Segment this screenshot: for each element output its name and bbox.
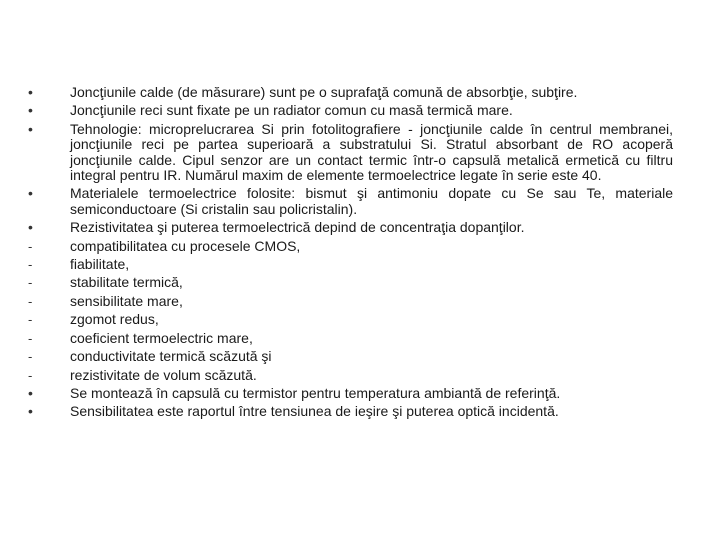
bullet-list [28, 85, 673, 423]
list-item-text: compatibilitatea cu procesele CMOS, [70, 237, 301, 254]
list-item-text: stabilitate termică, [70, 274, 183, 291]
bullet-marker: • [28, 102, 33, 119]
dash-marker: - [28, 367, 33, 383]
dash-marker: - [28, 238, 33, 254]
list-item-text: coeficient termoelectric mare, [70, 329, 253, 346]
list-item [28, 331, 673, 346]
dash-marker: - [28, 312, 33, 328]
bullet-marker: • [28, 120, 33, 137]
bullet-marker: • [28, 185, 33, 202]
list-item [28, 368, 673, 383]
list-item-text: zgomot redus, [70, 311, 159, 328]
list-item [28, 85, 673, 100]
list-item [28, 122, 673, 184]
bullet-marker: • [28, 384, 33, 401]
dash-marker: - [28, 330, 33, 346]
list-item [28, 386, 673, 401]
bullet-marker: • [28, 403, 33, 420]
list-item [28, 404, 673, 419]
list-item [28, 294, 673, 309]
list-item-text: Tehnologie: microprelucrarea Si prin fotolitografiere - joncţiunile calde în centrul membranei, joncţiunile reci pe partea superioară a substratului Si. Stratul absorbant de RO acoperă joncţiunile calde. Cipul senzor are un contact termic într-o capsulă metalică ermetică cu filtru integral pentru IR. Numărul maxim de elemente termoelectrice legate în serie este 40. [70, 120, 673, 184]
list-item-text: Sensibilitatea este raportul între tensiunea de ieşire şi puterea optică incidentă. [70, 403, 559, 420]
list-item [28, 220, 673, 235]
list-item [28, 275, 673, 290]
list-item-text: Materialele termoelectrice folosite: bismut şi antimoniu dopate cu Se sau Te, materiale semiconductoare (Si cristalin sau policristalin). [70, 185, 673, 217]
list-item-text: Joncţiunile calde (de măsurare) sunt pe o suprafaţă comună de absorbţie, subţire. [70, 84, 578, 100]
list-item-text: rezistivitate de volum scăzută. [70, 366, 257, 383]
bullet-marker: • [28, 219, 33, 236]
list-item [28, 349, 673, 364]
dash-marker: - [28, 293, 33, 309]
list-item-text: sensibilitate mare, [70, 292, 183, 309]
list-item-text: Joncţiunile reci sunt fixate pe un radiator comun cu masă termică mare. [70, 102, 513, 119]
list-item [28, 186, 673, 217]
list-item [28, 312, 673, 327]
list-item-text: fiabilitate, [70, 256, 130, 273]
list-item [28, 257, 673, 272]
list-item-text: Rezistivitatea şi puterea termoelectrică depind de concentraţia dopanţilor. [70, 219, 525, 236]
bullet-marker: • [28, 84, 33, 100]
dash-marker: - [28, 257, 33, 273]
list-item-text: conductivitate termică scăzută şi [70, 348, 272, 365]
list-item [28, 239, 673, 254]
dash-marker: - [28, 349, 33, 365]
dash-marker: - [28, 275, 33, 291]
list-item-text: Se montează în capsulă cu termistor pentru temperatura ambiantă de referinţă. [70, 384, 561, 401]
list-item [28, 103, 673, 118]
